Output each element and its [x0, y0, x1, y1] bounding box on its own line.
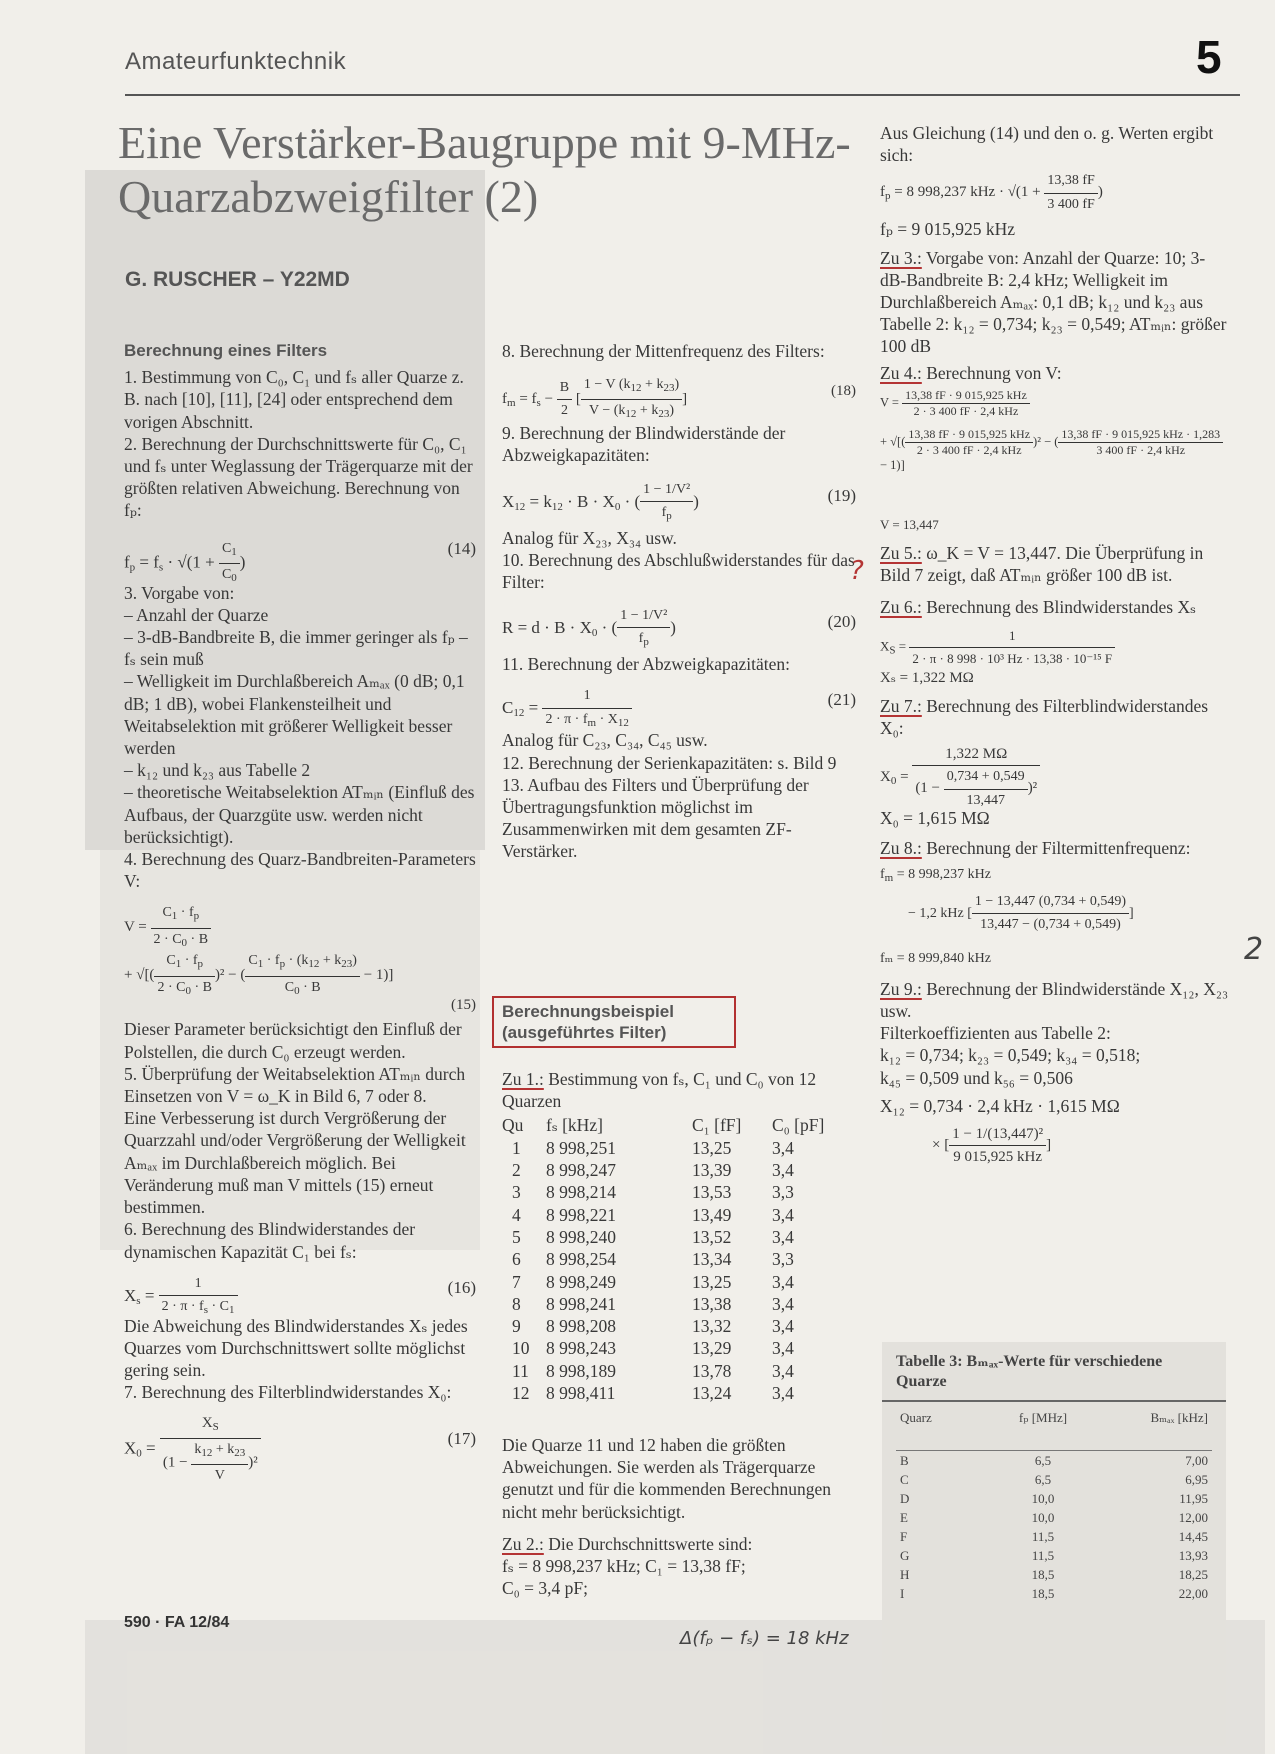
quartz-table: [502, 1114, 840, 1404]
quartz-cell: 8 998,241: [546, 1293, 616, 1314]
table-3-cell: 10,0: [1031, 1490, 1055, 1506]
table-3-cell: G: [900, 1547, 910, 1563]
zu5-label: Zu 5.:: [880, 543, 922, 564]
quartz-cell: 13,38: [692, 1293, 732, 1314]
table-3-cell: 6,5: [1034, 1452, 1052, 1468]
zu2-values-1: fₛ = 8 998,237 kHz; C₁ = 13,38 fF;: [502, 1556, 746, 1577]
quartz-cell: 8 998,254: [546, 1249, 616, 1270]
quartz-cell: 8 998,189: [546, 1360, 616, 1381]
quartz-cell: 13,34: [692, 1249, 732, 1270]
zu9-text: Berechnung der Blindwiderstände X₁₂, X₂₃ usw.: [880, 978, 1229, 1022]
table-3-cell: 6,5: [1034, 1471, 1052, 1487]
quartz-cell: 9: [512, 1316, 521, 1337]
zu2-label: Zu 2.:: [502, 1533, 544, 1554]
eq15-number: (15): [451, 997, 476, 1014]
zu4-text: Berechnung von V:: [921, 362, 1062, 383]
quartz-cell: 6: [512, 1249, 521, 1270]
right-column: [880, 122, 1230, 1173]
col-header: Bₘₐₓ [kHz]: [1150, 1410, 1208, 1425]
quartz-cell: 8 998,208: [546, 1316, 616, 1337]
table-3-cell: 6,95: [1185, 1471, 1208, 1487]
zu8-text: Berechnung der Filtermittenfrequenz:: [921, 838, 1191, 859]
v-calculation: V = $\frac{\text{13,38 fF · 9 015,925 kHz}}{\text{2 · 3 400 fF · 2,4 kHz}}$ + √[( $\frac{\text{13,38 fF · 9 015,925 kHz}}{\text{2 · 3 400 fF · 2,4 kHz}}$ )² − ( $\frac{\text{13,38 fF · 9 015,925 kHz · 1,283}}{\text{3 400 fF · 2,4 kHz}}$ − 1)]: [880, 384, 1230, 512]
step-2: 2. Berechnung der Durchschnittswerte für C₀, C₁ und fₛ unter Weglassung der Trägerquarze mit der größten relativen Abweichung. Berechnung von fₚ:: [124, 433, 473, 521]
quartz-row: [502, 1226, 840, 1248]
step-6: 6. Berechnung des Blindwiderstandes der dynamischen Kapazität C₁ bei fₛ:: [124, 1219, 416, 1262]
quartz-row: [502, 1293, 840, 1315]
step-3-item: – Anzahl der Quarze: [124, 604, 269, 625]
step-11: 11. Berechnung der Abzweigkapazitäten:: [502, 654, 790, 675]
quartz-cell: 3,4: [772, 1226, 794, 1247]
page-mark: 5: [1196, 31, 1222, 83]
fm-result: fₘ = 8 999,840 kHz: [880, 950, 991, 966]
zu1-label: Zu 1.:: [502, 1069, 544, 1089]
table-3-cell: 11,5: [1031, 1547, 1055, 1563]
step-5: 5. Überprüfung der Weitabselektion ATₘᵢₙ durch Einsetzen von V = ω_K in Bild 6, 7 oder 8.: [124, 1063, 466, 1107]
table-3-row: [896, 1470, 1212, 1489]
equation-17: $X_0$ = $X_S$ (1 − $\frac{k_{12} + k_{23}}{V}$ )² (17): [124, 1408, 476, 1474]
zu2-values-2: C₀ = 3,4 pF;: [502, 1578, 588, 1599]
table-3-cell: H: [900, 1566, 910, 1582]
quartz-cell: 3,4: [772, 1293, 794, 1314]
quartz-cell: 13,53: [692, 1182, 732, 1203]
table-3-cell: B: [900, 1452, 909, 1468]
step-6-note: Die Abweichung des Blindwiderstandes Xₛ jedes Quarzes vom Durchschnittswert sollte möglichst gering sein.: [124, 1315, 468, 1381]
step-3-item: – Welligkeit im Durchlaßbereich Aₘₐₓ (0 dB; 0,1 dB; 1 dB), wobei Flankensteilheit und Weitabselektion mit größerer Welligkeit besser werden: [124, 671, 465, 759]
coef-line-3: k₄₅ = 0,509 und k₅₆ = 0,506: [880, 1067, 1073, 1088]
step-3: 3. Vorgabe von:: [124, 582, 235, 603]
quartz-cell: 3,4: [772, 1360, 794, 1381]
quartz-row: [502, 1159, 840, 1181]
quartz-cell: 3,3: [772, 1182, 794, 1203]
col-header: fₛ [kHz]: [546, 1115, 603, 1136]
example-heading-line1: Berechnungsbeispiel: [502, 1002, 674, 1021]
page-footer: 590 · FA 12/84: [124, 1614, 230, 1631]
table-3-row: [896, 1584, 1212, 1603]
quartz-cell: 13,39: [692, 1160, 732, 1181]
article-author: G. RUSCHER – Y22MD: [125, 268, 350, 291]
step-12: 12. Berechnung der Serienkapazitäten: s. Bild 9: [502, 752, 837, 773]
section-heading: Berechnung eines Filters: [124, 341, 328, 360]
col-header: Qu: [502, 1115, 524, 1136]
equation-20: $R = d \cdot B \cdot X_0$ · ( $\frac{\text{1 − 1/V²}}{f_p}$ ) (20): [502, 597, 856, 653]
quartz-table-header: [502, 1114, 840, 1136]
step-4: 4. Berechnung des Quarz-Bandbreiten-Parameters V:: [124, 849, 476, 892]
zu3-text: Vorgabe von: Anzahl der Quarze: 10; 3-dB-Bandbreite B: 2,4 kHz; Welligkeit im Durchlaßbereich Aₘₐₓ: 0,1 dB; k₁₂ und k₂₃ aus Tabelle 2: k₁₂ = 0,734; k₂₃ = 0,549; ATₘᵢₙ: größer 100 dB: [880, 247, 1227, 357]
fp-intro: Aus Gleichung (14) und den o. g. Werten ergibt sich:: [880, 123, 1214, 166]
section-header: Amateurfunktechnik: [125, 48, 347, 75]
table-3-row: [896, 1451, 1212, 1471]
col-header: C₁ [fF]: [692, 1115, 742, 1136]
table-3-header: [896, 1410, 1212, 1451]
step-5-note: Eine Verbesserung ist durch Vergrößerung der Quarzzahl und/oder Vergrößerung der Welligkeit Aₘₐₓ im Durchlaßbereich möglich. Bei Veränderung muß man V mittels (15) erneut bestimmen.: [124, 1108, 466, 1218]
quartz-cell: 3,4: [772, 1338, 794, 1359]
table-3-body: [896, 1451, 1212, 1604]
zu1-block: [502, 1068, 856, 1404]
table-3-cell: 18,5: [1031, 1566, 1055, 1582]
v-result: V = 13,447: [880, 516, 939, 532]
quartz-cell: 8 998,221: [546, 1204, 616, 1225]
step-9-note: Analog für X₂₃, X₃₄ usw.: [502, 527, 677, 548]
table-3-row: [896, 1546, 1212, 1565]
quartz-cell: 3,4: [772, 1137, 794, 1158]
eq19-number: (19): [827, 485, 856, 505]
step-11-note: Analog für C₂₃, C₃₄, C₄₅ usw.: [502, 730, 708, 751]
quartz-row: [502, 1360, 840, 1382]
xs-result: Xₛ = 1,322 MΩ: [880, 669, 974, 686]
table-3-cell: 14,45: [1178, 1528, 1208, 1544]
zu6-text: Berechnung des Blindwiderstandes Xₛ: [921, 597, 1196, 618]
quartz-cell: 10: [512, 1338, 530, 1359]
equation-15: V = $\frac{C_1 \cdot f_p}{2 \cdot C_0 \cdot B}$ + √[( $\frac{C_1 \cdot f_p}{2 \cdot C_0 \cdot B}$ )² − ( $\frac{C_1 \cdot f_p \cdot (k_{12} + k_{23})}{C_0 \cdot B}$ − 1)] (15): [124, 898, 476, 1018]
quartz-cell: 13,78: [692, 1360, 732, 1381]
quartz-cell: 13,24: [692, 1383, 732, 1404]
x12-line: X₁₂ = 0,734 · 2,4 kHz · 1,615 MΩ: [880, 1095, 1120, 1116]
table-3-cell: 12,00: [1178, 1509, 1208, 1525]
eq17-number: (17): [447, 1428, 476, 1448]
quartz-cell: 8 998,214: [546, 1182, 616, 1203]
coef-line-1: Filterkoeffizienten aus Tabelle 2:: [880, 1023, 1111, 1044]
quartz-cell: 13,25: [692, 1137, 732, 1158]
quartz-row: [502, 1204, 840, 1226]
quartz-cell: 1: [512, 1137, 521, 1158]
table-3-row: [896, 1508, 1212, 1527]
zu8-label: Zu 8.:: [880, 838, 922, 859]
quartz-cell: 3,3: [772, 1249, 794, 1270]
handwritten-question-mark: ?: [850, 556, 864, 586]
step-3-item: – k₁₂ und k₂₃ aus Tabelle 2: [124, 760, 311, 781]
quartz-cell: 3,4: [772, 1316, 794, 1337]
equation-14: $f_p = f_s \cdot √(1$ + $\frac{C_1}{C_0}$ ) (14): [124, 538, 476, 584]
quartz-row: [502, 1137, 840, 1159]
eq21-number: (21): [827, 690, 856, 710]
quartz-row: [502, 1337, 840, 1359]
equation-16: $X_s$ = $\frac{1}{2 \cdot \pi \cdot f_s \cdot C_1}$ (16): [124, 1267, 476, 1315]
step-10: 10. Berechnung des Abschlußwiderstandes für das Filter:: [502, 549, 855, 593]
eq20-number: (20): [827, 612, 856, 632]
equation-19: $X_{12} = k_{12} \cdot B \cdot X_0$ · ( $\frac{\text{1 − 1/V²}}{f_p}$ ) (19): [502, 471, 856, 527]
quartz-cell: 13,25: [692, 1271, 732, 1292]
zu7-label: Zu 7.:: [880, 695, 922, 716]
xs-calculation: $X_S$ = $\frac{1}{\text{2 · π · 8 998 · 10³ Hz · 13,38 · 10⁻¹⁵ F}}$: [880, 619, 1230, 667]
equation-18: $f_m = f_s$ − $\frac{B}{2}$ [ $\frac{1 - V (k_{12} + k_{23})}{V - (k_{12} + k_{23})}$ ] (18): [502, 366, 856, 422]
middle-column: [502, 340, 856, 863]
table-3-cell: 13,93: [1178, 1547, 1208, 1563]
col-header: Quarz: [900, 1410, 932, 1425]
step-3-item: – 3-dB-Bandbreite B, die immer geringer als fₚ – fₛ sein muß: [124, 627, 468, 670]
table-3-row: [896, 1489, 1212, 1508]
quartz-cell: 3,4: [772, 1204, 794, 1225]
step-9: 9. Berechnung der Blindwiderstände der Abzweigkapazitäten:: [502, 423, 786, 466]
quartz-cell: 8 998,243: [546, 1338, 616, 1359]
step-3-item: – theoretische Weitabselektion ATₘᵢₙ (Einfluß des Aufbaus, der Quarzgüte usw. werden nicht berücksichtigt).: [124, 782, 475, 847]
after-table-text: [502, 1434, 856, 1599]
handwritten-note-bottom: Δ(fₚ − fₛ) = 18 kHz: [680, 1628, 849, 1649]
coef-line-2: k₁₂ = 0,734; k₂₃ = 0,549; k₃₄ = 0,518;: [880, 1045, 1141, 1066]
step-7: 7. Berechnung des Filterblindwiderstandes X₀:: [124, 1382, 452, 1403]
fp-calculation: $f_p = 8$ 998,237 kHz · √(1 + $\frac{13,38 fF}{3 400 fF}$ ): [880, 166, 1230, 214]
left-column: [124, 340, 476, 1483]
quartz-cell: 4: [512, 1204, 521, 1225]
quartz-cell: 3: [512, 1182, 521, 1203]
quartz-cell: 11: [512, 1360, 529, 1381]
table-3-cell: F: [900, 1528, 908, 1544]
quartz-cell: 12: [512, 1383, 530, 1404]
quartz-cell: 8 998,249: [546, 1271, 616, 1292]
col-header: C₀ [pF]: [772, 1115, 825, 1136]
table-3-cell: 18,25: [1178, 1566, 1208, 1582]
table-3-cell: 18,5: [1031, 1585, 1055, 1601]
quartz-cell: 3,4: [772, 1383, 794, 1404]
quartz-cell: 8: [512, 1293, 521, 1314]
table-3-cell: 22,00: [1178, 1585, 1208, 1601]
step-1: 1. Bestimmung von C₀, C₁ und fₛ aller Quarze z. B. nach [10], [11], [24] oder entsprechend dem vorigen Abschnitt.: [124, 367, 464, 432]
quartz-cell: 3,4: [772, 1271, 794, 1292]
table-3-cell: C: [900, 1471, 909, 1487]
quartz-row: [502, 1382, 840, 1404]
quartz-cell: 2: [512, 1160, 521, 1181]
quartz-cell: 8 998,247: [546, 1160, 616, 1181]
header-rule: [125, 94, 1240, 96]
quartz-row: [502, 1315, 840, 1337]
eq18-number: (18): [831, 383, 856, 400]
zu9-label: Zu 9.:: [880, 978, 922, 999]
zu4-label: Zu 4.:: [880, 362, 922, 383]
example-heading-line2: (ausgeführtes Filter): [502, 1023, 667, 1042]
equation-21: $C_{12}$ = $\frac{1}{2 \cdot \pi \cdot f_m \cdot X_{12}}$ (21): [502, 679, 856, 729]
example-heading-box: [492, 996, 736, 1048]
quartz-cell: 3,4: [772, 1160, 794, 1181]
quartz-row: [502, 1181, 840, 1203]
zu2-text: Die Durchschnittswerte sind:: [543, 1533, 753, 1554]
quartz-cell: 5: [512, 1226, 521, 1247]
table-3-title: Tabelle 3: Bₘₐₓ-Werte für verschiedene Quarze: [882, 1342, 1226, 1402]
step-8: 8. Berechnung der Mittenfrequenz des Filters:: [502, 341, 825, 361]
table-3-cell: 10,0: [1031, 1509, 1055, 1525]
table-3-grid: [896, 1410, 1212, 1603]
eq16-number: (16): [447, 1277, 476, 1297]
quartz-row: [502, 1270, 840, 1292]
quartz-row: [502, 1248, 840, 1270]
quartz-cell: 7: [512, 1271, 521, 1292]
zu3-label: Zu 3.:: [880, 247, 922, 268]
quartz-cell: 13,29: [692, 1338, 732, 1359]
table-3: [882, 1342, 1226, 1746]
table-3-row: [896, 1527, 1212, 1546]
carrier-quartz-note: Die Quarze 11 und 12 haben die größten Abweichungen. Sie werden als Trägerquarze genutzt und für die kommenden Berechnungen nicht mehr berücksichtigt.: [502, 1435, 831, 1522]
handwritten-two: 2: [1244, 932, 1264, 967]
table-3-cell: D: [900, 1490, 910, 1506]
zu7-text: Berechnung des Filterblindwiderstandes X₀:: [880, 695, 1209, 739]
quartz-cell: 8 998,411: [546, 1383, 616, 1404]
table-3-cell: 11,95: [1179, 1490, 1208, 1506]
col-header: fₚ [MHz]: [1018, 1410, 1068, 1425]
x0-calculation: $X_0$ = 1,322 MΩ (1 − $\frac{0,734 + 0,549}{13,447}$ )²: [880, 739, 1230, 807]
quartz-cell: 13,32: [692, 1316, 732, 1337]
fm-calculation: $f_m = 8$ 998,237 kHz − 1,2 kHz [ $\frac{1 - 13,447 (0,734 + 0,549)}{13,447 - (0,734 + 0,549)}$ ]: [880, 866, 1134, 933]
quartz-cell: 8 998,240: [546, 1226, 616, 1247]
fp-result: fₚ = 9 015,925 kHz: [880, 219, 1015, 240]
x0-result: X₀ = 1,615 MΩ: [880, 808, 990, 829]
quartz-table-body: [502, 1137, 840, 1405]
zu5-text: ω_K = V = 13,447. Die Überprüfung in Bild 7 zeigt, daß ATₘᵢₙ größer 100 dB ist.: [880, 543, 1204, 586]
table-3-cell: I: [900, 1585, 905, 1601]
quartz-cell: 13,49: [692, 1204, 732, 1225]
article-title: Eine Verstärker-Baugruppe mit 9-MHz-Quarzabzweigfilter (2): [118, 117, 851, 222]
zu6-label: Zu 6.:: [880, 597, 922, 618]
step-4-note: Dieser Parameter berücksichtigt den Einfluß der Polstellen, die durch C₀ erzeugt werden.: [124, 1019, 462, 1062]
table-3-cell: 11,5: [1031, 1528, 1055, 1544]
table-3-cell: E: [900, 1509, 908, 1525]
x12-factor: × [ $\frac{\text{1 − 1/(13,447)²}}{\text{9 015,925 kHz}}$ ]: [880, 1117, 1230, 1173]
table-3-row: [896, 1565, 1212, 1584]
quartz-cell: 13,52: [692, 1226, 732, 1247]
eq14-number: (14): [447, 538, 476, 558]
quartz-cell: 8 998,251: [546, 1137, 616, 1158]
zu1-text: Bestimmung von fₛ, C₁ und C₀ von 12 Quarzen: [502, 1069, 817, 1112]
table-3-cell: 7,00: [1185, 1452, 1208, 1468]
step-13: 13. Aufbau des Filters und Überprüfung der Übertragungsfunktion möglichst im Zusammenwirken mit dem gesamten ZF-Verstärker.: [502, 774, 809, 862]
